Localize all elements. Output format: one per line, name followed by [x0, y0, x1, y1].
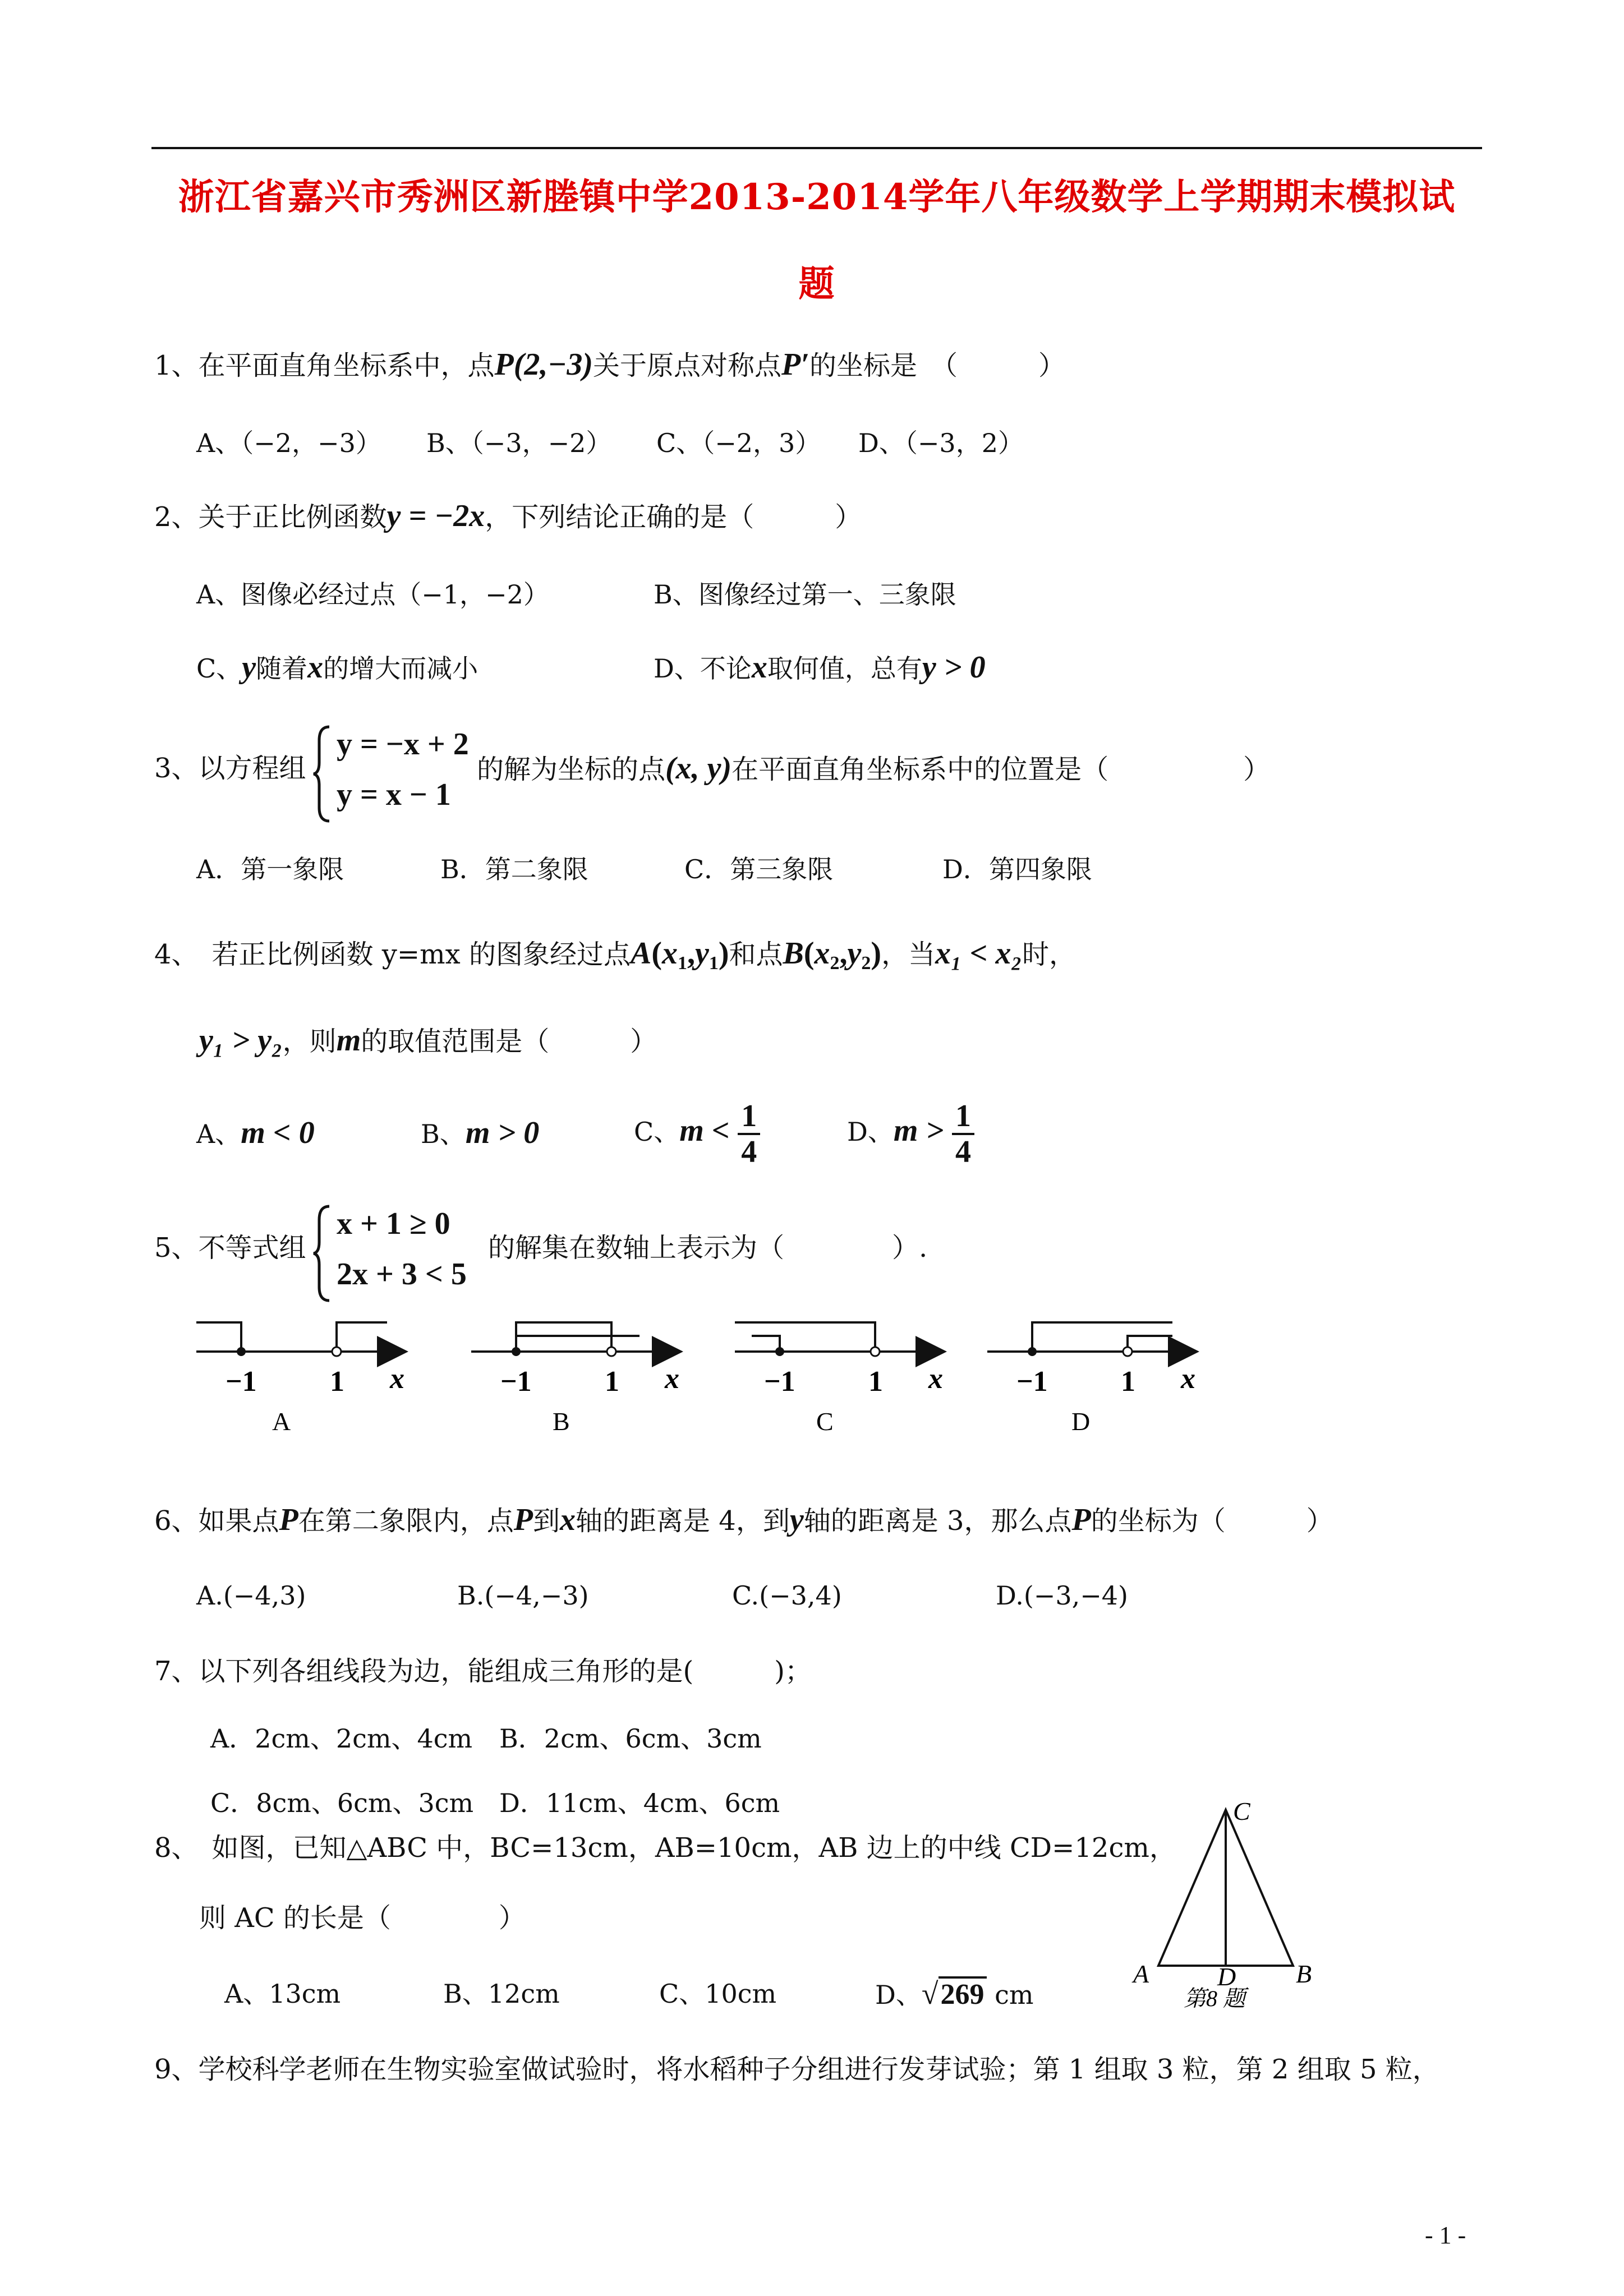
question-8-line2: 则 AC 的长是（ ）	[199, 1902, 526, 1934]
question-4: 4、 若正比例函数 y=mx 的图象经过点$A(x_1,y_1)$和点$B(x_2,y_2)$，当x₁ < x₂时，	[154, 936, 1076, 974]
axis-label: x	[665, 1363, 679, 1395]
q6-option-c: C.(−3,4)	[732, 1580, 842, 1611]
point-label-d: D	[1217, 1962, 1236, 1991]
question-4-line2: y₁ > y₂，则m的取值范围是（ ）	[199, 1023, 657, 1058]
question-6: 6、如果点P在第二象限内，点P到x轴的距离是 4，到y轴的距离是 3，那么点P的坐标为（ ）	[154, 1502, 1333, 1537]
line-label-b: B	[553, 1407, 570, 1436]
q7-option-a: A．2cm、2cm、4cm	[210, 1723, 473, 1754]
q6-option-b: B.(−4,−3)	[457, 1580, 589, 1611]
fraction-one-quarter: $\frac{1}{4}$	[738, 1099, 760, 1169]
q4-option-d: D、m > $\frac{1}{4}$	[847, 1099, 974, 1169]
q4-option-a: A、m < 0	[196, 1115, 315, 1150]
q1-option-a: A、（−2，−3）	[196, 428, 381, 458]
question-1: 1、在平面直角坐标系中，点P(2,−3)关于原点对称点P′的坐标是 （ ）	[154, 347, 1065, 382]
header-rule	[151, 147, 1482, 149]
page-title: 浙江省嘉兴市秀洲区新塍镇中学2013-2014学年八年级数学上学期期末模拟试	[178, 176, 1456, 218]
number-line-c	[735, 1322, 943, 1436]
q8-option-a: A、13cm	[224, 1979, 341, 2009]
page-title-continued: 题	[798, 263, 835, 305]
q2-option-b: B、图像经过第一、三象限	[654, 579, 956, 610]
question-2: 2、关于正比例函数y = −2x，下列结论正确的是（ ）	[154, 499, 862, 533]
vertex-label-b: B	[1296, 1960, 1312, 1988]
question-3-prefix: 3、以方程组	[154, 753, 306, 784]
tick-label: 1	[868, 1366, 883, 1398]
q4-option-b: B、m > 0	[421, 1115, 540, 1150]
question-3-text: 的解为坐标的点(x, y)在平面直角坐标系中的位置是（ ）	[477, 751, 1271, 786]
q2-option-a: A、图像必经过点（−1，−2）	[196, 579, 549, 610]
tick-label: −1	[500, 1366, 532, 1398]
line-label-a: A	[272, 1407, 291, 1436]
q3-option-a: A．第一象限	[196, 854, 344, 884]
q3-system-brace	[311, 723, 334, 824]
number-line-a	[196, 1322, 404, 1436]
question-8: 8、 如图，已知△ABC 中，BC=13cm，AB=10cm，AB 边上的中线 CD=12cm，	[154, 1832, 1176, 1864]
tick-label: −1	[226, 1366, 257, 1398]
axis-label: x	[1181, 1363, 1195, 1395]
line-label-c: C	[816, 1407, 834, 1436]
q6-option-d: D.(−3,−4)	[996, 1580, 1128, 1611]
q3-option-d: D．第四象限	[942, 854, 1092, 884]
q5-inequality-2: 2x + 3 < 5	[337, 1257, 467, 1292]
tick-label: −1	[1016, 1366, 1048, 1398]
q8-triangle-figure	[1128, 1797, 1352, 2011]
tick-label: −1	[764, 1366, 795, 1398]
number-line-b	[471, 1322, 679, 1436]
q4-option-c: C、m < $\frac{1}{4}$	[634, 1099, 760, 1169]
q3-equation-1: y = −x + 2	[337, 727, 469, 762]
vertex-label-a: A	[1133, 1960, 1149, 1988]
number-line-d	[987, 1322, 1195, 1436]
tick-label: 1	[605, 1366, 619, 1398]
question-7: 7、以下列各组线段为边，能组成三角形的是( )；	[154, 1656, 812, 1687]
q8-option-d: D、√269 cm	[875, 1977, 1034, 2011]
q5-number-lines	[185, 1307, 1307, 1453]
q7-option-d: D．11cm、4cm、6cm	[499, 1788, 780, 1818]
question-5-prefix: 5、不等式组	[154, 1232, 306, 1264]
axis-label: x	[390, 1363, 404, 1395]
q6-option-a: A.(−4,3)	[196, 1580, 306, 1611]
vertex-label-c: C	[1233, 1797, 1250, 1825]
tick-label: 1	[1121, 1366, 1135, 1398]
axis-label: x	[928, 1363, 943, 1395]
q7-option-c: C．8cm、6cm、3cm	[210, 1788, 474, 1818]
q1-option-d: D、（−3，2）	[858, 428, 1024, 458]
q2-option-c: C、y随着x的增大而减小	[196, 650, 479, 685]
question-9: 9、学校科学老师在生物实验室做试验时，将水稻种子分组进行发芽试验；第 1 组取 3 粒，第 2 组取 5 粒，	[154, 2054, 1439, 2085]
q1-option-c: C、（−2，3）	[656, 428, 821, 458]
q3-equation-2: y = x − 1	[337, 777, 451, 812]
figure-caption: 第8 题	[1184, 1986, 1245, 2011]
tick-label: 1	[330, 1366, 344, 1398]
q8-option-c: C、10cm	[659, 1979, 777, 2009]
q5-inequality-1: x + 1 ≥ 0	[337, 1206, 450, 1241]
q8-option-b: B、12cm	[443, 1979, 560, 2009]
q2-option-d: D、不论x取何值，总有y > 0	[654, 650, 986, 685]
q3-option-c: C．第三象限	[684, 854, 834, 884]
question-5-text: 的解集在数轴上表示为（ ）.	[488, 1232, 928, 1264]
q1-option-b: B、（−3，−2）	[426, 428, 612, 458]
page-number: - 1 -	[1425, 2221, 1466, 2249]
q7-option-b: B．2cm、6cm、3cm	[499, 1723, 762, 1754]
q5-system-brace	[311, 1203, 334, 1304]
fraction-one-quarter: $\frac{1}{4}$	[952, 1099, 974, 1169]
q3-option-b: B．第二象限	[440, 854, 588, 884]
line-label-d: D	[1071, 1407, 1091, 1436]
